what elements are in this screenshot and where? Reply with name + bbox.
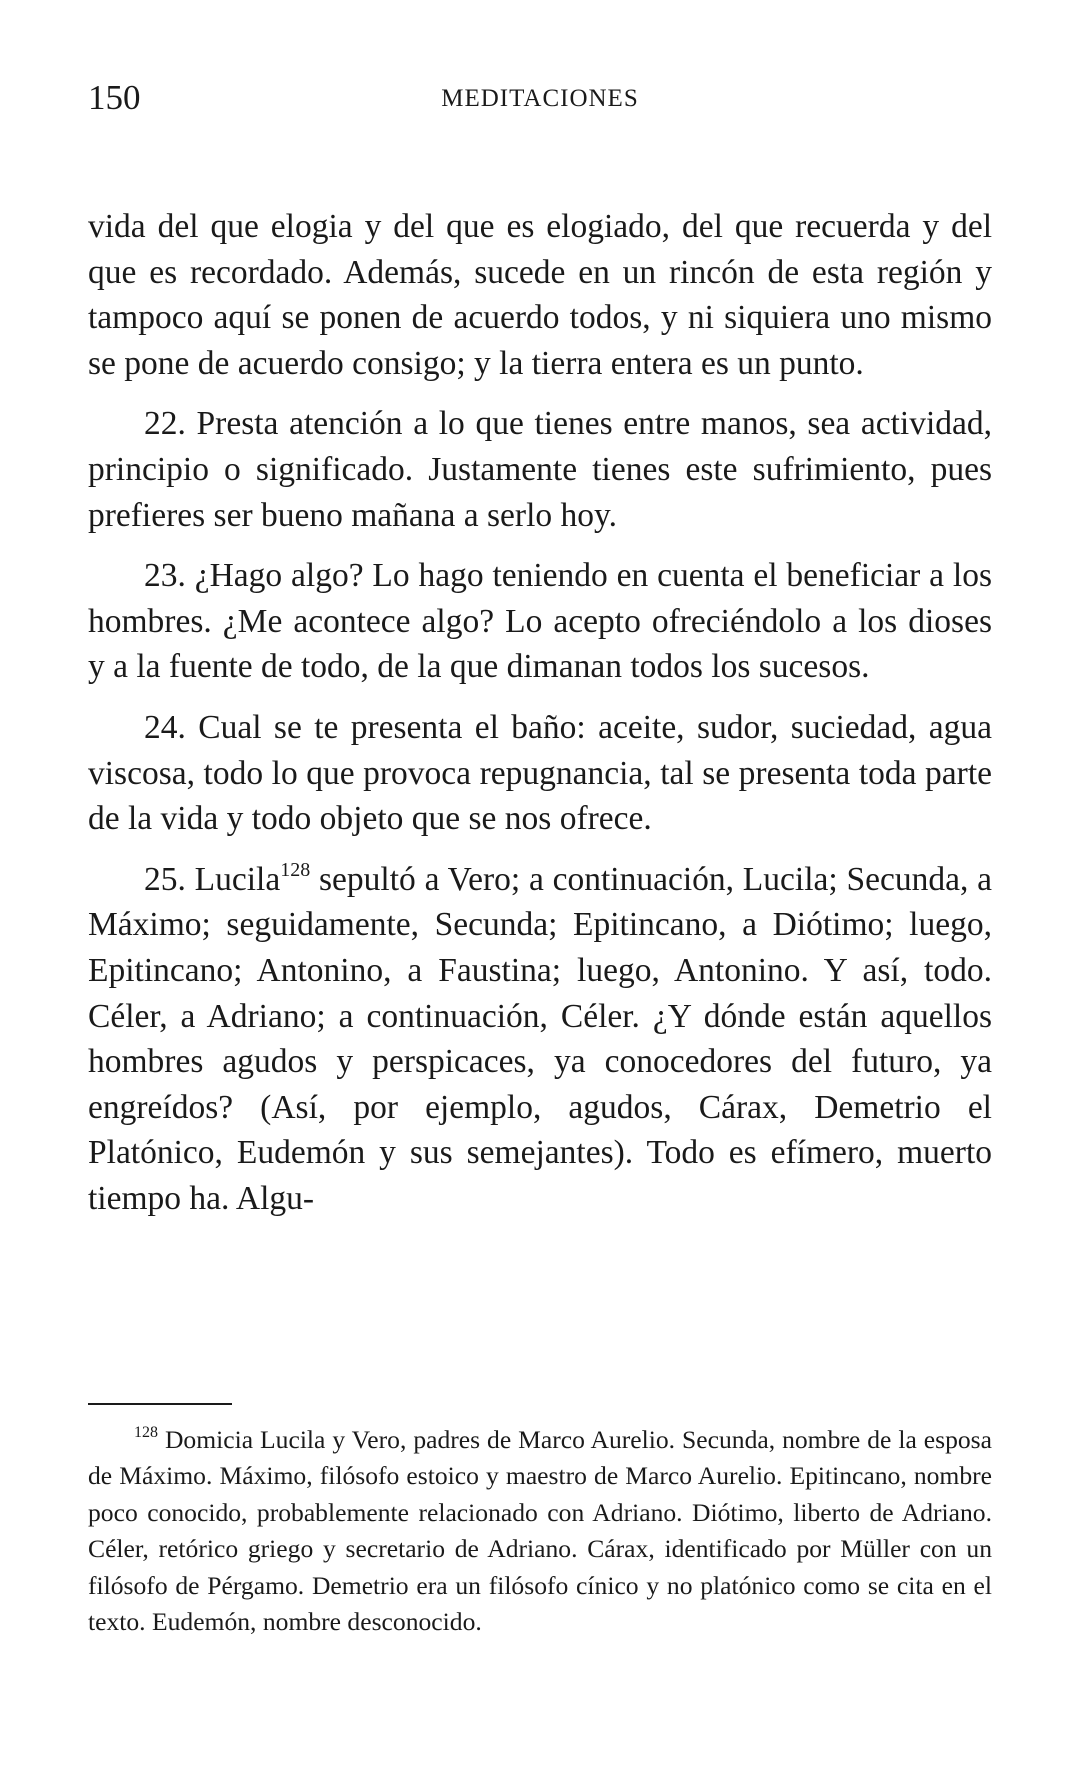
page-number: 150 <box>88 78 141 117</box>
footnote-text: Domicia Lucila y Vero, padres de Marco Aurelio. Secunda, nombre de la esposa de Máximo. Máximo, filósofo estoico y maestro de Marco Aurelio. Epitincano, nombre poco conocido, probablemente relacionado con Adriano. Diótimo, liberto de Adriano. Céler, retórico griego y secretario de Adriano. Cárax, identificado por Müller con un filósofo de Pérgamo. Demetrio era un filósofo cínico y no platónico como se cita en el texto. Eudemón, nombre desconocido. <box>88 1425 992 1637</box>
paragraph-22: 22. Presta atención a lo que tienes entre manos, sea actividad, principio o significado. Justamente tienes este sufrimiento, pues prefieres ser bueno mañana a serlo hoy. <box>88 405 992 534</box>
footnote-number: 128 <box>134 1424 158 1441</box>
paragraph-25-rest: sepultó a Vero; a continuación, Lucila; Secunda, a Máximo; seguidamente, Secunda; Epitincano, a Diótimo; luego, Epitincano; Antonino, a Faustina; luego, Antonino. Y así, todo. Céler, a Adriano; a continuación, Céler. ¿Y dónde están aquellos hombres agudos y perspicaces, ya conocedores del futuro, ya engreídos? (Así, por ejemplo, agudos, Cárax, Demetrio el Platónico, Eudemón y sus semejantes). Todo es efímero, muerto tiempo ha. Algu- <box>88 860 992 1217</box>
footnote-divider <box>88 1403 232 1405</box>
footnote-128 <box>88 1422 992 1640</box>
main-text <box>88 204 992 1236</box>
paragraph-continuation: vida del que elogia y del que es elogiado, del que recuerda y del que es recordado. Además, sucede en un rincón de esta región y tampoco aquí se ponen de acuerdo todos, y ni siquiera uno mismo se pone de acuerdo consigo; y la tierra entera es un punto. <box>88 208 992 382</box>
paragraph-25-start: 25. Lucila <box>144 860 281 898</box>
running-head <box>88 78 992 118</box>
paragraph-24: 24. Cual se te presenta el baño: aceite, sudor, suciedad, agua viscosa, todo lo que provoca repugnancia, tal se presenta toda parte de la vida y todo objeto que se nos ofrece. <box>88 708 992 838</box>
footnote-reference: 128 <box>280 858 311 881</box>
running-title: MEDITACIONES <box>441 85 639 112</box>
paragraph-25 <box>88 857 992 1222</box>
paragraph-23: 23. ¿Hago algo? Lo hago teniendo en cuenta el beneficiar a los hombres. ¿Me acontece algo? Lo acepto ofreciéndolo a los dioses y a la fuente de todo, de la que dimanan todos los sucesos. <box>88 557 992 686</box>
